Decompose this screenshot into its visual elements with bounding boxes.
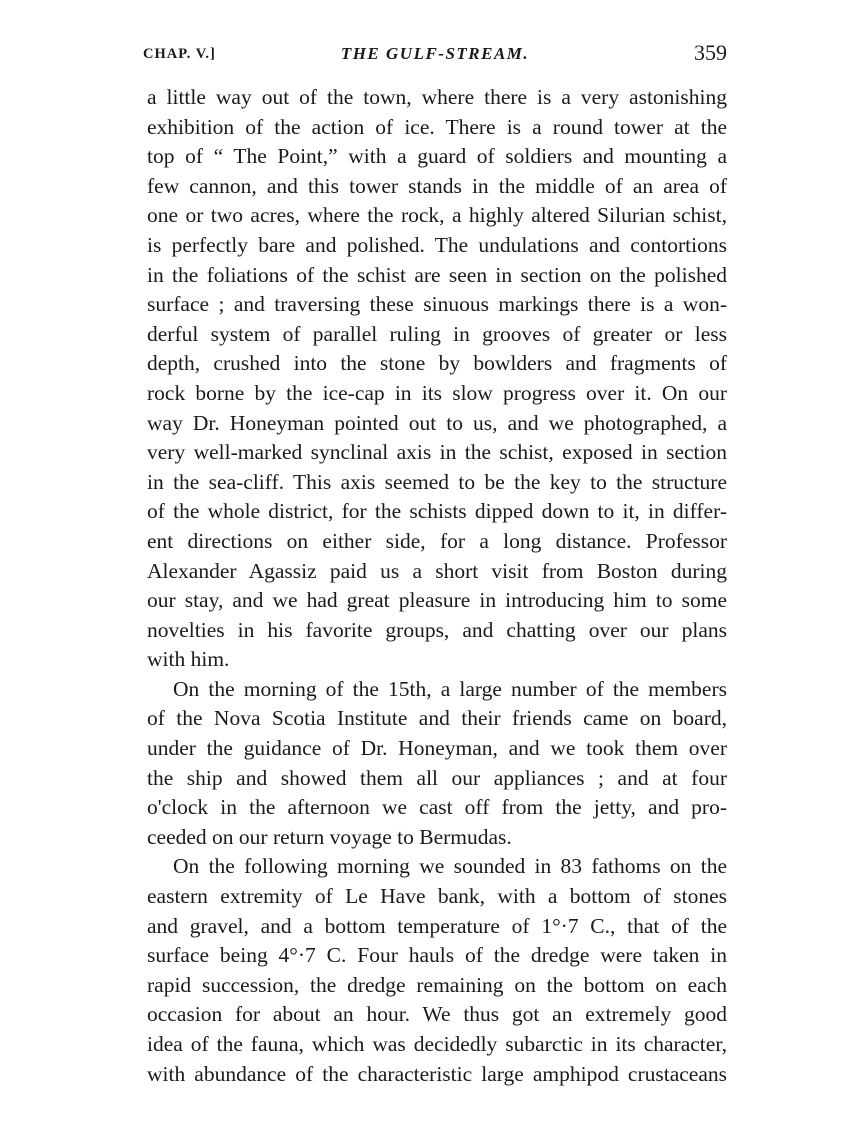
running-title: THE GULF-STREAM. — [340, 44, 530, 63]
text-line: with abundance of the characteristic large amphipod crustaceans — [147, 1061, 727, 1086]
text-line: in the sea-cliff. This axis seemed to be the key to the structure — [147, 469, 727, 494]
page-header — [143, 40, 727, 70]
text-line: novelties in his favorite groups, and chatting over our plans — [147, 617, 727, 642]
text-line: rock borne by the ice-cap in its slow progress over it. On our — [147, 380, 727, 405]
text-line: eastern extremity of Le Have bank, with a bottom of stones — [147, 884, 727, 909]
text-line: exhibition of the action of ice. There is a round tower at the — [147, 114, 727, 139]
text-line: with him. — [147, 647, 230, 672]
text-line: of the Nova Scotia Institute and their friends came on board, — [147, 706, 727, 731]
text-line: is perfectly bare and polished. The undulations and contortions — [147, 232, 727, 257]
text-line: occasion for about an hour. We thus got an extremely good — [147, 1002, 727, 1027]
text-line: and gravel, and a bottom temperature of 1°·7 C., that of the — [147, 913, 727, 938]
text-line: way Dr. Honeyman pointed out to us, and we photographed, a — [147, 410, 727, 435]
text-line: o'clock in the afternoon we cast off from the jetty, and pro- — [147, 795, 727, 820]
text-line: our stay, and we had great pleasure in introducing him to some — [147, 588, 727, 613]
text-line: in the foliations of the schist are seen in section on the polished — [147, 262, 727, 287]
text-line: On the morning of the 15th, a large number of the members — [173, 676, 727, 701]
page-number: 359 — [694, 40, 727, 65]
text-line: depth, crushed into the stone by bowlders and fragments of — [147, 351, 727, 376]
text-line: under the guidance of Dr. Honeyman, and we took them over — [147, 736, 727, 761]
text-line: Alexander Agassiz paid us a short visit from Boston during — [147, 558, 727, 583]
text-line: very well-marked synclinal axis in the schist, exposed in section — [147, 440, 727, 465]
text-line: top of “ The Point,” with a guard of soldiers and mounting a — [147, 144, 727, 169]
text-line: On the following morning we sounded in 83 fathoms on the — [173, 854, 727, 879]
text-line: surface ; and traversing these sinuous markings there is a won- — [147, 292, 727, 317]
text-line: of the whole district, for the schists dipped down to it, in differ- — [147, 499, 727, 524]
text-line: ent directions on either side, for a long distance. Professor — [147, 528, 727, 553]
text-line: derful system of parallel ruling in grooves of greater or less — [147, 321, 727, 346]
text-line: idea of the fauna, which was decidedly subarctic in its character, — [147, 1032, 727, 1056]
text-line: a little way out of the town, where there is a very astonishing — [147, 85, 727, 109]
text-line: the ship and showed them all our appliances ; and at four — [147, 765, 727, 790]
text-line: rapid succession, the dredge remaining on the bottom on each — [147, 972, 727, 997]
text-line: few cannon, and this tower stands in the middle of an area of — [147, 173, 727, 198]
text-line: one or two acres, where the rock, a highly altered Silurian schist, — [147, 203, 727, 228]
body-text — [147, 83, 727, 1089]
chapter-label: CHAP. V.] — [143, 46, 216, 62]
text-line: surface being 4°·7 C. Four hauls of the dredge were taken in — [147, 943, 727, 968]
text-line: ceeded on our return voyage to Bermudas. — [147, 824, 512, 849]
